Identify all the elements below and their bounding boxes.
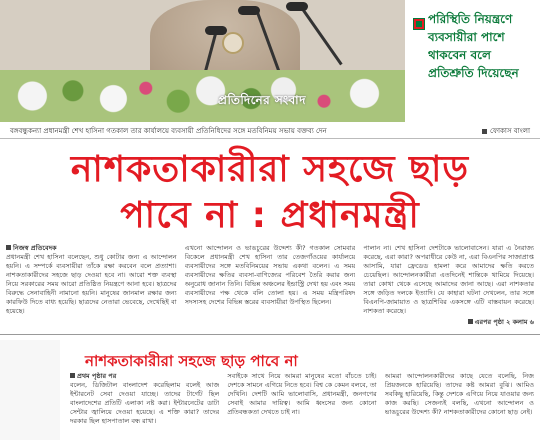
section-divider: [0, 334, 540, 335]
microphone-icon: [286, 2, 308, 11]
caption-text: বঙ্গবন্ধুকন্যা প্রধানমন্ত্রী শেখ হাসিনা গতকাল তার কার্যালয়ে ব্যবসায়ী প্রতিনিধিদের সঙ্গে মতবিনিময় সভায় বক্তব্য দেন: [10, 127, 327, 135]
article-column-2-text: এখনো আন্দোলন ও ভাঙচুরের উদ্দেশ্য কী? গতকাল সোমবার বিকেলে প্রধানমন্ত্রী শেখ হাসিনা তার তেজগাঁওয়ের কার্যালয়ে ব্যবসায়ীদের সঙ্গে মতবিনিময়ের সভায় একথা বলেন। এ সময় ব্যবসায়ীদের ক্ষতির ব্যবসা-বাণিজ্যের পরিবেশ তৈরি করার জন্য অনুরোধ জানান তিনি। বিভিন্ন অঞ্চলের ইন্ডাস্ট্রি দেখা হয় এবং সময় ব্যবসায়ীদের পক্ষ থেকে বলি তোলা হয়। এ সময় মন্ত্রিপরিষদ সদস্যসহ দেশের বিভিন্ন স্তরের ব্যবসায়ীরা উপস্থিত ছিলেন।: [184, 244, 356, 306]
headline-line-1: নাশকতাকারীরা সহজে ছাড়: [70, 149, 470, 190]
subarticle-column-3: [385, 372, 534, 440]
podium-seal-icon: [222, 32, 244, 54]
photo-credit: প্রতিদিনের সংবাদ: [218, 93, 306, 107]
highlight-text: পরিস্থিতি নিয়ন্ত্রণে ব্যবসায়ীরা পাশে থাকবেন বলে প্রতিশ্রুতি দিয়েছেন: [428, 12, 519, 80]
subarticle-column-2: [227, 372, 376, 440]
square-bullet-icon: [6, 245, 11, 250]
adjacent-column: [0, 340, 60, 440]
divider: [0, 138, 540, 139]
photo-flowers: [0, 70, 405, 122]
continued-note: [363, 318, 534, 327]
subarticle-body: [70, 372, 534, 440]
headline-line-2: পাবে না : প্রধানমন্ত্রী: [120, 195, 420, 236]
square-bullet-icon: [468, 319, 473, 324]
highlight-box: [408, 0, 540, 122]
article-body: [6, 244, 534, 330]
subarticle-title: নাশকতাকারীরা সহজে ছাড় পাবে না: [85, 352, 298, 370]
subarticle-column-2-text: সবাইকে সাথে নিয়ে আমরা মানুষের মতো বাঁচতে চাই। দেশকে সামনে এগিয়ে নিতে হবে। বিশ্ব কে কেমন বলবে, তা দেখিনি। দেশটি আমি ভালোবাসি, প্রধানমন্ত্রী, জনগণের সেবাই আমার দায়িত্ব। আমি ধ্বংসের জন্য কোনো প্রতিবন্ধকতা দেখতে চাই না।: [227, 372, 377, 416]
subarticle-lead-text: প্রথম পৃষ্ঠার পর: [77, 372, 117, 380]
subarticle-lead: [70, 372, 219, 381]
lead-photo: [0, 0, 405, 122]
square-bullet-icon: [482, 129, 487, 134]
article-column-2: [185, 244, 356, 330]
bangladesh-flag-icon: [413, 18, 425, 30]
article-column-1-text: প্রধানমন্ত্রী শেখ হাসিনা বলেছেন, শুধু কোটার জন্য এ আন্দোলন হয়নি। এ সম্পর্কে ব্যবসায়ীরা তাঁকে রক্ষা করবেন বলে প্রত্যাশা। নাশকতাকারীদের সহজে ছাড় দেওয়া হবে না। আরো শক্ত ব্যবস্থা নিয়ে সরকারের সময় আরো প্রতিষ্ঠিত নিয়ন্ত্রণে আনা হবে। ছাত্রদের বিরুদ্ধে সেনাবাহিনী নামানো হয়নি। মানুষের জানমাল রক্ষার জন্য কারফিউ দিতে বাধ্য হয়েছি। ছাত্রদের নেতারা ভেবেছে, দেখেছিই বা হয়েছে।: [6, 253, 177, 315]
byline: [6, 244, 177, 253]
square-bullet-icon: [70, 373, 75, 378]
article-column-1: [6, 244, 177, 330]
subarticle-column-1: [70, 372, 219, 440]
byline-text: নিজস্ব প্রতিবেদক: [13, 244, 57, 252]
article-column-3-text: পালান না। শেখ হাসিনা দেশটাকে ভালোবাসেন। যারা এ নৈরাজ্য করেছে, এরা কারা? অপরাধীরে কেউ না, এরা বিএনপির সাজাপ্রাপ্ত আসামি, যারা ফ্রেডেড হামলা করে আমাদের ক্ষতি করতে চেয়েছিল। আন্দোলনকারীরা এতদিনেই শান্তিকে থামিয়ে দিয়েছে। তারা কোথা থেকে এসেছে আমাদের জানা আছে। এরা নাশকতার সঙ্গে জড়িত দলকে ইত্যাদি। যে কাহারা ঘটনা দেখলেন, তার সঙ্গে বিএনপি-জামায়াত ও ছাত্রশিবির একসঙ্গে এটি বাস্তবায়ন করেছে। নাশকতা করেছে।: [363, 244, 535, 315]
subarticle-column-3-text: আমরা আন্দোলনকারীদের কাছে যেতে বলেছি, নিজ প্রিয়জনকে হারিয়েছি। তাদের কষ্ট আমরা বুঝি। আমিও সবকিছু হারিয়েছি, কিন্তু দেশকে এগিয়ে নিয়ে যাওয়ার জন্য কাজ করছি। সেজন্যই বলছি, এখনো আন্দোলন ও ভাঙচুরের উদ্দেশ্য কী? নাশকতাকারীদের কোনো ছাড় নেই।: [384, 372, 534, 416]
microphone-icon: [205, 26, 227, 35]
article-column-3: [363, 244, 534, 330]
caption-source: [482, 125, 530, 137]
continued-note-text: এরপর পৃষ্ঠা ২ কলাম ৬: [474, 318, 535, 326]
photo-caption: [10, 124, 530, 138]
caption-source-text: ফোকাস বাংলা: [490, 127, 530, 135]
subarticle-column-1-text: বলেন, ডিজিটাল বাংলাদেশ করেছিলাম বলেই আজ ইন্টারনেট সেবা দেওয়া যাচ্ছে। তাদের টার্গেট ছিল বাংলাদেশের প্রতিটি এলাকা নষ্ট করা। ইন্টারনেটের ডাটা সেন্টার জ্বালিয়ে দেওয়া হয়েছে। এ শক্তি কারা? তাদের দরকার ছিল হাসপাতাল বন্ধ রাখা।: [70, 381, 220, 425]
microphone-icon: [238, 6, 260, 15]
